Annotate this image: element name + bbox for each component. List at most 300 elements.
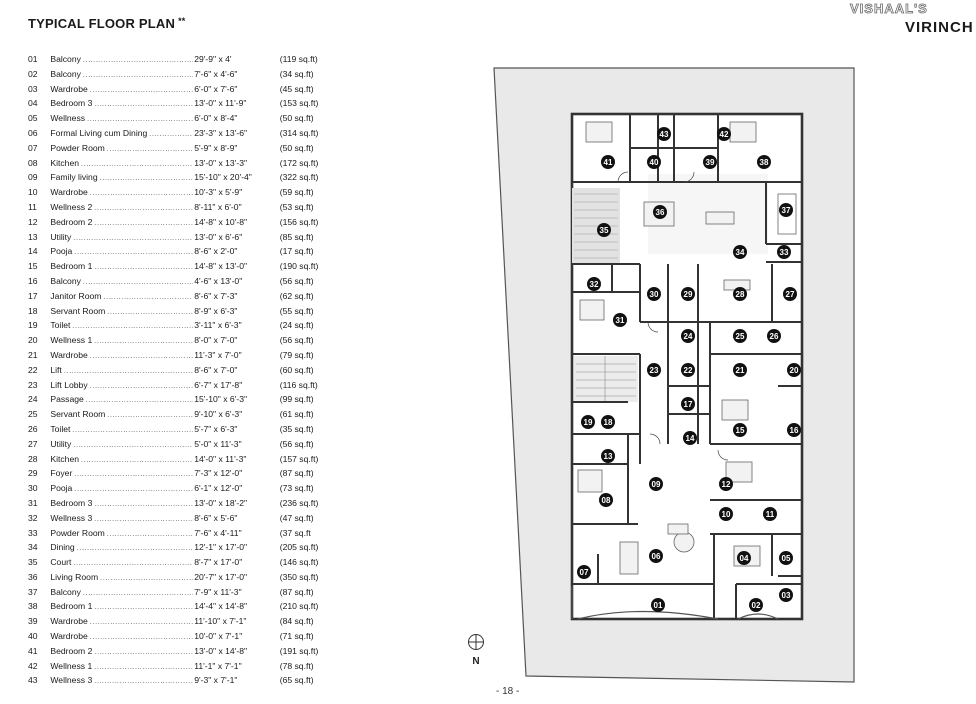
room-marker-label: 25 [735, 332, 745, 341]
legend-room-dimensions: 8'-7" x 17'-0" [194, 557, 243, 568]
legend-room-area: (50 sq.ft) [279, 113, 314, 124]
legend-room-name: Wellness 1 ……………………………………………………………………………………… [50, 659, 193, 674]
legend-room-dimensions: 7'-3" x 12'-0" [194, 468, 243, 479]
room-marker-label: 13 [603, 452, 613, 461]
room-marker-label: 05 [781, 554, 791, 563]
legend-room-name: Living Room ……………………………………………………………………………………… [50, 570, 193, 585]
legend-room-name: Bedroom 1 ……………………………………………………………………………………… [50, 599, 193, 614]
room-marker-label: 10 [721, 510, 731, 519]
legend-room-number: 24 [28, 394, 38, 405]
legend-room-dimensions: 8'-6" x 7'-3" [194, 290, 238, 301]
legend-room-number: 29 [28, 468, 38, 479]
room-marker [649, 549, 663, 563]
legend-room-dimensions: 13'-0" x 13'-3" [194, 157, 248, 168]
legend-room-name: Balcony ……………………………………………………………………………………… [50, 67, 193, 82]
legend-room-dimensions: 10'-0" x 7'-1" [194, 631, 243, 642]
legend-room-dimensions: 9'-10" x 6'-3" [194, 409, 243, 420]
legend-row [28, 452, 338, 467]
room-marker-label: 15 [735, 426, 745, 435]
legend-room-number: 04 [28, 98, 38, 109]
legend-room-area: (79 sq.ft) [279, 349, 314, 360]
legend-room-number: 16 [28, 275, 38, 286]
brand-name-top: VISHAAL'S [850, 1, 928, 16]
legend-row [28, 614, 338, 629]
legend-room-number: 36 [28, 571, 38, 582]
legend-room-dimensions: 6'-0" x 7'-6" [194, 83, 238, 94]
room-marker [733, 287, 747, 301]
legend-room-name: Wardrobe ……………………………………………………………………………………… [50, 348, 193, 363]
room-marker [657, 127, 671, 141]
legend-room-name: Kitchen ……………………………………………………………………………………… [50, 452, 193, 467]
legend-room-number: 39 [28, 616, 38, 627]
room-marker-label: 19 [583, 418, 593, 427]
legend-row [28, 185, 338, 200]
legend-room-area: (119 sq.ft) [279, 54, 318, 64]
legend-row [28, 437, 338, 452]
legend-room-number: 08 [28, 157, 38, 168]
room-marker-label: 01 [653, 601, 663, 610]
legend-room-number: 37 [28, 586, 38, 597]
legend-room-area: (60 sq.ft) [279, 364, 314, 375]
room-marker-label: 18 [603, 418, 613, 427]
legend-row [28, 407, 338, 422]
legend-room-number: 21 [28, 349, 38, 360]
room-marker [587, 277, 601, 291]
room-marker [777, 245, 791, 259]
legend-room-name: Lift ……………………………………………………………………………………… [50, 363, 193, 378]
room-marker-label: 14 [685, 434, 695, 443]
legend-row [28, 259, 338, 274]
legend-room-area: (146 sq.ft) [279, 557, 319, 568]
legend-row [28, 230, 338, 245]
legend-room-name: Powder Room ……………………………………………………………………………………… [50, 526, 193, 541]
room-marker [683, 431, 697, 445]
room-marker [597, 223, 611, 237]
room-marker-label: 33 [779, 248, 789, 257]
room-marker [749, 598, 763, 612]
legend-room-name: Servant Room ……………………………………………………………………………………… [50, 407, 193, 422]
room-marker-label: 39 [705, 158, 715, 167]
legend-row [28, 481, 338, 496]
room-marker-label: 21 [735, 366, 745, 375]
legend-room-dimensions: 12'-1" x 17'-0" [194, 542, 248, 553]
legend-room-area: (61 sq.ft) [279, 409, 314, 420]
legend-room-dimensions: 6'-7" x 17'-8" [194, 379, 243, 390]
legend-row [28, 378, 338, 393]
room-marker [757, 155, 771, 169]
legend-room-number: 01 [28, 54, 38, 64]
legend-room-number: 43 [28, 675, 38, 686]
legend-room-area: (99 sq.ft) [279, 394, 314, 405]
legend-room-dimensions: 11'-10" x 7'-1" [194, 616, 247, 627]
legend-row [28, 52, 338, 67]
legend-room-name: Powder Room ……………………………………………………………………………………… [50, 141, 193, 156]
legend-room-area: (24 sq.ft) [279, 320, 314, 331]
room-marker [733, 423, 747, 437]
legend-room-area: (37 sq.ft [279, 527, 311, 538]
room-marker-label: 11 [765, 510, 775, 519]
legend-row [28, 318, 338, 333]
room-marker [779, 203, 793, 217]
legend-room-dimensions: 13'-0" x 14'-8" [194, 645, 248, 656]
room-marker-label: 16 [789, 426, 799, 435]
legend-room-dimensions: 8'-6" x 5'-6" [194, 512, 238, 523]
room-marker [681, 287, 695, 301]
legend-room-dimensions: 8'-11" x 6'-0" [194, 201, 242, 212]
room-marker [681, 397, 695, 411]
legend-room-area: (73 sq.ft) [279, 483, 314, 494]
room-marker [767, 329, 781, 343]
room-marker-label: 02 [751, 601, 761, 610]
legend-room-name: Court ……………………………………………………………………………………… [50, 555, 193, 570]
room-marker [613, 313, 627, 327]
legend-room-name: Foyer ……………………………………………………………………………………… [50, 466, 193, 481]
north-compass-icon [465, 633, 487, 667]
legend-room-name: Wardrobe ……………………………………………………………………………………… [50, 614, 193, 629]
legend-room-area: (190 sq.ft) [279, 261, 319, 272]
legend-row [28, 555, 338, 570]
legend-row [28, 274, 338, 289]
legend-room-name: Janitor Room ……………………………………………………………………………………… [50, 289, 193, 304]
legend-room-dimensions: 9'-3" x 7'-1" [194, 675, 238, 686]
page-title-mark: ** [178, 16, 186, 26]
legend-room-name: Bedroom 3 ……………………………………………………………………………………… [50, 96, 193, 111]
legend-room-area: (78 sq.ft) [279, 660, 314, 671]
room-marker-label: 28 [735, 290, 745, 299]
legend-room-number: 12 [28, 216, 38, 227]
legend-room-name: Pooja ……………………………………………………………………………………… [50, 244, 193, 259]
legend-room-name: Toilet ……………………………………………………………………………………… [50, 318, 193, 333]
room-marker-label: 34 [735, 248, 745, 257]
legend-room-number: 41 [28, 645, 38, 656]
room-marker-label: 35 [599, 226, 609, 235]
legend-room-number: 40 [28, 631, 38, 642]
legend-row [28, 170, 338, 185]
legend-room-area: (50 sq.ft) [279, 142, 314, 153]
legend-room-number: 11 [28, 201, 37, 212]
legend-room-area: (156 sq.ft) [279, 216, 319, 227]
legend-room-area: (45 sq.ft) [279, 83, 314, 94]
legend-room-number: 38 [28, 601, 38, 612]
legend-room-dimensions: 5'-0" x 11'-3" [194, 438, 242, 449]
legend-room-dimensions: 7'-6" x 4'-6" [194, 68, 238, 79]
legend-row [28, 67, 338, 82]
legend-room-area: (314 sq.ft) [279, 127, 319, 138]
legend-room-name: Utility ……………………………………………………………………………………… [50, 230, 193, 245]
legend-room-name: Kitchen ……………………………………………………………………………………… [50, 156, 193, 171]
room-marker [733, 245, 747, 259]
room-marker [581, 415, 595, 429]
legend-room-area: (157 sq.ft) [279, 453, 319, 464]
legend-room-name: Wardrobe ……………………………………………………………………………………… [50, 629, 193, 644]
room-marker-label: 03 [781, 591, 791, 600]
legend-room-area: (87 sq.ft) [279, 586, 314, 597]
legend-room-area: (116 sq.ft) [279, 379, 318, 390]
legend-room-area: (55 sq.ft) [279, 305, 314, 316]
room-marker-label: 32 [589, 280, 599, 289]
page-title [28, 16, 186, 31]
room-marker [653, 205, 667, 219]
legend-row [28, 200, 338, 215]
legend-room-number: 20 [28, 335, 38, 346]
legend-room-area: (62 sq.ft) [279, 290, 314, 301]
legend-room-area: (34 sq.ft) [279, 68, 314, 79]
legend-room-area: (172 sq.ft) [279, 157, 319, 168]
legend-room-name: Wardrobe ……………………………………………………………………………………… [50, 185, 193, 200]
room-marker [719, 477, 733, 491]
legend-row [28, 540, 338, 555]
legend-room-area: (53 sq.ft) [279, 201, 314, 212]
legend-row [28, 644, 338, 659]
legend-room-name: Bedroom 2 ……………………………………………………………………………………… [50, 644, 193, 659]
legend-room-dimensions: 14'-8" x 13'-0" [194, 261, 248, 272]
legend-room-area: (153 sq.ft) [279, 98, 319, 109]
legend-row [28, 599, 338, 614]
legend-room-dimensions: 7'-9" x 11'-3" [194, 586, 242, 597]
floor-plan-drawing [488, 64, 858, 686]
room-marker-label: 37 [781, 206, 791, 215]
legend-room-number: 22 [28, 364, 38, 375]
room-marker-label: 41 [603, 158, 613, 167]
legend-room-number: 25 [28, 409, 38, 420]
legend-room-dimensions: 5'-7" x 6'-3" [194, 423, 238, 434]
legend-row [28, 392, 338, 407]
room-marker [779, 588, 793, 602]
legend-room-number: 28 [28, 453, 38, 464]
legend-room-dimensions: 13'-0" x 18'-2" [194, 497, 248, 508]
room-marker [763, 507, 777, 521]
legend-room-area: (322 sq.ft) [279, 172, 319, 183]
legend-room-name: Wellness 3 ……………………………………………………………………………………… [50, 673, 193, 688]
legend-room-number: 05 [28, 113, 38, 124]
legend-room-number: 31 [28, 497, 38, 508]
legend-room-dimensions: 11'-1" x 7'-1" [194, 660, 242, 671]
compass-label: N [472, 656, 480, 667]
legend-room-name: Toilet ……………………………………………………………………………………… [50, 422, 193, 437]
legend-room-dimensions: 13'-0" x 6'-6" [194, 231, 243, 242]
legend-room-area: (191 sq.ft) [279, 645, 319, 656]
room-marker [717, 127, 731, 141]
legend-row [28, 126, 338, 141]
legend-room-number: 33 [28, 527, 38, 538]
court-area [572, 188, 620, 263]
room-marker-label: 31 [615, 316, 625, 325]
legend-room-dimensions: 8'-6" x 2'-0" [194, 246, 238, 257]
legend-row [28, 363, 338, 378]
room-marker [599, 493, 613, 507]
room-marker-label: 17 [683, 400, 693, 409]
legend-room-number: 15 [28, 261, 38, 272]
legend-room-area: (17 sq.ft) [279, 246, 314, 257]
legend-room-area: (350 sq.ft) [279, 571, 319, 582]
room-marker [787, 363, 801, 377]
legend-room-dimensions: 29'-9" x 4' [194, 54, 232, 64]
legend-room-dimensions: 14'-4" x 14'-8" [194, 601, 248, 612]
legend-room-name: Wellness 2 ……………………………………………………………………………………… [50, 200, 193, 215]
room-marker-label: 06 [651, 552, 661, 561]
room-marker [601, 415, 615, 429]
legend-room-area: (56 sq.ft) [279, 438, 314, 449]
legend-row [28, 585, 338, 600]
legend-room-name: Bedroom 2 ……………………………………………………………………………………… [50, 215, 193, 230]
legend-room-area: (59 sq.ft) [279, 187, 314, 198]
legend-room-name: Family living ……………………………………………………………………………………… [50, 170, 193, 185]
legend-row [28, 141, 338, 156]
legend-row [28, 348, 338, 363]
legend-room-area: (210 sq.ft) [279, 601, 319, 612]
legend-room-number: 34 [28, 542, 38, 553]
room-marker-label: 27 [785, 290, 795, 299]
legend-room-number: 17 [28, 290, 38, 301]
room-marker-label: 30 [649, 290, 659, 299]
legend-room-name: Pooja ……………………………………………………………………………………… [50, 481, 193, 496]
legend-row [28, 422, 338, 437]
legend-room-name: Servant Room ……………………………………………………………………………………… [50, 304, 193, 319]
legend-row [28, 673, 338, 688]
legend-row [28, 333, 338, 348]
room-marker-label: 23 [649, 366, 659, 375]
legend-room-dimensions: 8'-6" x 7'-0" [194, 364, 238, 375]
legend-room-name: Balcony ……………………………………………………………………………………… [50, 274, 193, 289]
legend-room-dimensions: 14'-0" x 11'-3" [194, 453, 247, 464]
legend-room-name: Bedroom 3 ……………………………………………………………………………………… [50, 496, 193, 511]
legend-room-name: Wellness 3 ……………………………………………………………………………………… [50, 511, 193, 526]
room-marker [787, 423, 801, 437]
legend-row [28, 511, 338, 526]
legend-room-name: Lift Lobby ……………………………………………………………………………………… [50, 378, 193, 393]
legend-room-area: (87 sq.ft) [279, 468, 314, 479]
legend-room-name: Wellness ……………………………………………………………………………………… [50, 111, 193, 126]
legend-room-number: 26 [28, 423, 38, 434]
room-marker-label: 40 [649, 158, 659, 167]
legend-row [28, 82, 338, 97]
staircase-area [574, 356, 638, 402]
legend-row [28, 111, 338, 126]
legend-room-area: (65 sq.ft) [279, 675, 314, 686]
legend-room-dimensions: 11'-3" x 7'-0" [194, 349, 242, 360]
legend-room-name: Wellness 1 ……………………………………………………………………………………… [50, 333, 193, 348]
legend-room-name: Balcony ……………………………………………………………………………………… [50, 585, 193, 600]
legend-room-number: 13 [28, 231, 38, 242]
legend-room-area: (205 sq.ft) [279, 542, 319, 553]
legend-room-area: (56 sq.ft) [279, 335, 314, 346]
legend-room-number: 03 [28, 83, 38, 94]
legend-room-number: 23 [28, 379, 38, 390]
legend-room-dimensions: 15'-10" x 20'-4" [194, 172, 252, 183]
legend-room-dimensions: 6'-1" x 12'-0" [194, 483, 243, 494]
legend-room-name: Dining ……………………………………………………………………………………… [50, 540, 193, 555]
legend-room-name: Formal Living cum Dining ……………………………………………………………………………………… [50, 126, 193, 141]
legend-row [28, 156, 338, 171]
legend-row [28, 215, 338, 230]
room-marker-label: 26 [769, 332, 779, 341]
room-marker [733, 329, 747, 343]
legend-room-number: 19 [28, 320, 38, 331]
legend-row [28, 304, 338, 319]
legend-room-area: (35 sq.ft) [279, 423, 314, 434]
room-marker [651, 598, 665, 612]
legend-room-number: 07 [28, 142, 38, 153]
room-marker-label: 04 [739, 554, 749, 563]
room-marker-label: 12 [721, 480, 731, 489]
legend-room-area: (85 sq.ft) [279, 231, 314, 242]
legend-room-dimensions: 7'-6" x 4'-11" [194, 527, 242, 538]
legend-room-number: 27 [28, 438, 38, 449]
room-marker [647, 155, 661, 169]
legend-room-name: Utility ……………………………………………………………………………………… [50, 437, 193, 452]
room-marker-label: 29 [683, 290, 693, 299]
legend-room-dimensions: 4'-6" x 13'-0" [194, 275, 243, 286]
room-marker [737, 551, 751, 565]
legend-room-number: 30 [28, 483, 38, 494]
legend-room-dimensions: 15'-10" x 6'-3" [194, 394, 248, 405]
legend-room-dimensions: 23'-3" x 13'-6" [194, 127, 248, 138]
room-marker-label: 43 [659, 130, 669, 139]
legend-room-dimensions: 14'-8" x 10'-8" [194, 216, 248, 227]
legend-room-name: Wardrobe ……………………………………………………………………………………… [50, 82, 193, 97]
legend-room-number: 18 [28, 305, 38, 316]
legend-room-area: (71 sq.ft) [279, 631, 314, 642]
legend-room-dimensions: 6'-0" x 8'-4" [194, 113, 238, 124]
legend-row [28, 289, 338, 304]
room-marker [601, 449, 615, 463]
room-marker-label: 42 [719, 130, 729, 139]
legend-room-dimensions: 3'-11" x 6'-3" [194, 320, 242, 331]
legend-room-name: Passage ……………………………………………………………………………………… [50, 392, 193, 407]
room-marker-label: 20 [789, 366, 799, 375]
room-marker-label: 07 [579, 568, 589, 577]
legend-room-name: Balcony ……………………………………………………………………………………… [50, 52, 193, 67]
room-marker [779, 551, 793, 565]
legend-row [28, 659, 338, 674]
room-marker [577, 565, 591, 579]
legend-row [28, 96, 338, 111]
legend-room-number: 02 [28, 68, 38, 79]
room-marker [647, 363, 661, 377]
legend-room-dimensions: 5'-9" x 8'-9" [194, 142, 238, 153]
room-marker [601, 155, 615, 169]
legend-room-dimensions: 20'-7" x 17'-0" [194, 571, 248, 582]
room-marker [681, 363, 695, 377]
room-marker [647, 287, 661, 301]
room-marker [783, 287, 797, 301]
legend-row [28, 526, 338, 541]
legend-row [28, 466, 338, 481]
room-marker-label: 09 [651, 480, 661, 489]
room-marker [733, 363, 747, 377]
legend-row [28, 570, 338, 585]
legend-room-area: (236 sq.ft) [279, 497, 319, 508]
legend-room-dimensions: 10'-3" x 5'-9" [194, 187, 243, 198]
legend-room-number: 06 [28, 127, 38, 138]
room-marker-label: 08 [601, 496, 611, 505]
legend-room-number: 35 [28, 557, 38, 568]
room-marker [649, 477, 663, 491]
room-marker-label: 36 [655, 208, 665, 217]
legend-room-number: 09 [28, 172, 38, 183]
legend-row [28, 629, 338, 644]
legend-room-number: 32 [28, 512, 38, 523]
page-number: - 18 - [496, 686, 520, 697]
room-marker-label: 24 [683, 332, 693, 341]
room-marker [681, 329, 695, 343]
legend-room-dimensions: 8'-0" x 7'-0" [194, 335, 238, 346]
room-marker-label: 38 [759, 158, 769, 167]
legend-room-number: 14 [28, 246, 38, 257]
legend-room-dimensions: 13'-0" x 11'-9" [194, 98, 247, 109]
legend-row [28, 496, 338, 511]
room-marker [703, 155, 717, 169]
